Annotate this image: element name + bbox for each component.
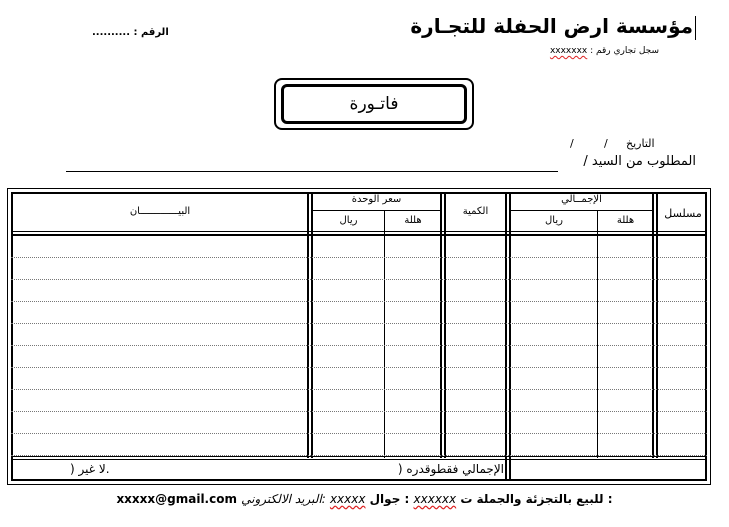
header-total-riyal: ريال bbox=[545, 215, 563, 226]
column-divider bbox=[652, 192, 654, 458]
table-row bbox=[11, 455, 707, 456]
commercial-register-label: سجل تجاري رقم : bbox=[590, 46, 659, 56]
header-unit-halala: هللة bbox=[404, 215, 422, 226]
table-row bbox=[11, 367, 707, 368]
column-divider bbox=[440, 192, 442, 458]
table-row bbox=[11, 279, 707, 280]
total-subheader-line bbox=[509, 210, 652, 211]
customer-fill-line bbox=[66, 171, 558, 172]
footer-prefix: للبيع بالتجزئة والجملة ت : bbox=[460, 492, 613, 506]
footer-mobile-label: جوال : bbox=[369, 492, 410, 506]
column-divider bbox=[505, 192, 507, 481]
table-row bbox=[11, 433, 707, 434]
header-total-halala: هللة bbox=[616, 215, 635, 226]
column-divider bbox=[444, 192, 446, 458]
header-description: البيـــــــــــــان bbox=[129, 206, 191, 217]
date-label: التاريخ bbox=[626, 137, 655, 150]
table-row bbox=[11, 301, 707, 302]
table-row bbox=[11, 389, 707, 390]
commercial-register-number: xxxxxxx bbox=[549, 46, 588, 56]
date-separator: / bbox=[604, 137, 608, 150]
table-row bbox=[11, 257, 707, 258]
company-name: مؤسسة ارض الحفلة للتجـارة bbox=[410, 14, 693, 38]
column-divider bbox=[307, 192, 309, 458]
header-divider bbox=[11, 231, 707, 232]
total-row-divider bbox=[11, 456, 707, 457]
column-divider bbox=[509, 192, 511, 481]
customer-line bbox=[66, 154, 696, 174]
header-divider bbox=[11, 234, 707, 236]
header-serial: مسلسل bbox=[664, 207, 702, 220]
customer-label: المطلوب من السيد / bbox=[583, 154, 696, 169]
total-amount-label: الإجمالي فقطوقدره ( bbox=[397, 462, 504, 476]
column-divider bbox=[656, 192, 658, 458]
unit-price-subheader-line bbox=[311, 210, 440, 211]
text-cursor bbox=[695, 16, 696, 40]
total-row-divider bbox=[11, 459, 707, 460]
subcolumn-divider bbox=[384, 211, 385, 458]
table-row bbox=[11, 411, 707, 412]
commercial-register-line bbox=[550, 46, 659, 56]
total-amount-suffix: ) لا غير. bbox=[70, 462, 110, 476]
invoice-title: فاتـورة bbox=[281, 84, 467, 124]
footer-email: xxxxx@gmail.com bbox=[116, 492, 237, 506]
total-amount-line bbox=[70, 462, 504, 476]
footer-mobile: xxxxx bbox=[329, 492, 366, 506]
header-quantity: الكمية bbox=[462, 206, 489, 217]
invoice-number-label: الرقم : .......... bbox=[92, 27, 169, 38]
date-separator: / bbox=[570, 137, 574, 150]
table-row bbox=[11, 345, 707, 346]
subcolumn-divider bbox=[597, 211, 598, 458]
header-unit-riyal: ريال bbox=[339, 215, 358, 226]
invoice-title-box bbox=[274, 78, 474, 130]
header-unit-price: سعر الوحدة bbox=[351, 194, 402, 205]
table-row bbox=[11, 323, 707, 324]
footer-phone: xxxxxx bbox=[413, 492, 457, 506]
header-total: الإجمــالي bbox=[561, 194, 602, 205]
column-divider bbox=[311, 192, 313, 458]
footer-email-label: البريد الالكتروني: bbox=[241, 492, 326, 506]
footer-contact bbox=[0, 492, 729, 506]
